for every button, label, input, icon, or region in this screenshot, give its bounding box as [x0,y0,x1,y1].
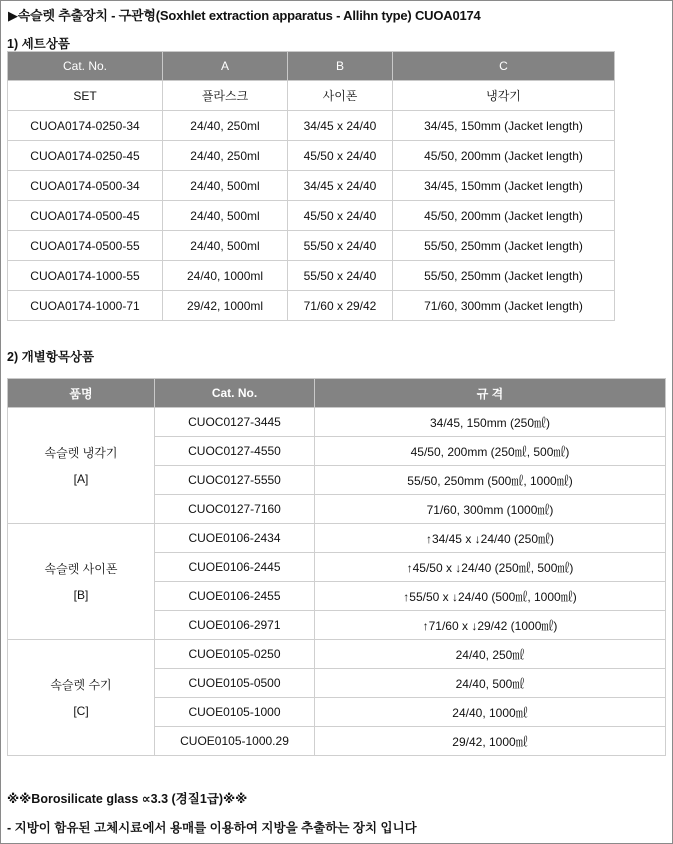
cell-condenser: 45/50, 200mm (Jacket length) [393,141,615,171]
cell-siphon: 45/50 x 24/40 [288,141,393,171]
cell-spec: ↑55/50 x ↓24/40 (500㎖, 1000㎖) [315,582,666,611]
cell-condenser: 55/50, 250mm (Jacket length) [393,261,615,291]
table-header-row [8,379,666,408]
cell-cat-no: CUOA0174-1000-71 [8,291,163,321]
cell-flask: 24/40, 500ml [163,201,288,231]
subheader-flask: 플라스크 [163,81,288,111]
cell-cat-no: CUOC0127-4550 [155,437,315,466]
cell-condenser: 45/50, 200mm (Jacket length) [393,201,615,231]
cell-cat-no: CUOE0106-2455 [155,582,315,611]
header-b: B [288,52,393,81]
cell-condenser: 34/45, 150mm (Jacket length) [393,171,615,201]
header-cat-no: Cat. No. [155,379,315,408]
cell-flask: 24/40, 500ml [163,231,288,261]
cell-spec: ↑34/45 x ↓24/40 (250㎖) [315,524,666,553]
cell-cat-no: CUOA0174-0250-45 [8,141,163,171]
cell-siphon: 71/60 x 29/42 [288,291,393,321]
header-product-name: 품명 [8,379,155,408]
cell-siphon: 34/45 x 24/40 [288,171,393,201]
description-note: - 지방이 함유된 고체시료에서 용매를 이용하여 지방을 추출하는 장치 입니다 [7,821,417,835]
header-cat-no: Cat. No. [8,52,163,81]
cell-cat-no: CUOC0127-7160 [155,495,315,524]
header-spec: 규 격 [315,379,666,408]
table-header-row [8,52,615,81]
cell-spec: 55/50, 250mm (500㎖, 1000㎖) [315,466,666,495]
product-group-tag: [B] [73,587,89,602]
cell-spec: 24/40, 500㎖ [315,669,666,698]
cell-spec: 24/40, 1000㎖ [315,698,666,727]
product-group-name: 속슬렛 수기 [50,677,112,692]
product-group-tag: [A] [73,471,89,486]
cell-cat-no: CUOA0174-1000-55 [8,261,163,291]
cell-siphon: 55/50 x 24/40 [288,231,393,261]
cell-flask: 24/40, 1000ml [163,261,288,291]
cell-cat-no: CUOA0174-0500-45 [8,201,163,231]
cell-flask: 24/40, 250ml [163,141,288,171]
cell-siphon: 45/50 x 24/40 [288,201,393,231]
cell-spec: 45/50, 200mm (250㎖, 500㎖) [315,437,666,466]
product-group-name: 속슬렛 냉각기 [44,445,118,460]
cell-siphon: 55/50 x 24/40 [288,261,393,291]
cell-condenser: 71/60, 300mm (Jacket length) [393,291,615,321]
header-a: A [163,52,288,81]
table-subheader-row [8,81,615,111]
cell-cat-no: CUOE0105-0250 [155,640,315,669]
cell-cat-no: CUOE0106-2434 [155,524,315,553]
cell-spec: 29/42, 1000㎖ [315,727,666,756]
cell-spec: 34/45, 150mm (250㎖) [315,408,666,437]
cell-cat-no: CUOC0127-3445 [155,408,315,437]
cell-cat-no: CUOA0174-0250-34 [8,111,163,141]
table-row [8,231,615,261]
cell-condenser: 55/50, 250mm (Jacket length) [393,231,615,261]
table-row [8,261,615,291]
cell-cat-no: CUOA0174-0500-34 [8,171,163,201]
set-products-table [7,51,615,321]
product-group-tag: [C] [73,703,89,718]
product-group-name: 속슬렛 사이폰 [44,561,118,576]
cell-condenser: 34/45, 150mm (Jacket length) [393,111,615,141]
product-group-cell [8,408,155,524]
section-heading-set: 1) 세트상품 [7,37,70,51]
cell-spec: 71/60, 300mm (1000㎖) [315,495,666,524]
table-row [8,408,666,437]
subheader-condenser: 냉각기 [393,81,615,111]
header-c: C [393,52,615,81]
table-row [8,111,615,141]
cell-cat-no: CUOE0105-1000 [155,698,315,727]
section-heading-individual: 2) 개별항목상품 [7,350,95,364]
cell-siphon: 34/45 x 24/40 [288,111,393,141]
cell-flask: 24/40, 250ml [163,111,288,141]
glass-note: ※※Borosilicate glass ∝3.3 (경질1급)※※ [7,792,248,806]
table-row [8,171,615,201]
table-row [8,291,615,321]
subheader-siphon: 사이폰 [288,81,393,111]
cell-flask: 29/42, 1000ml [163,291,288,321]
subheader-set: SET [8,81,163,111]
cell-cat-no: CUOE0105-0500 [155,669,315,698]
cell-flask: 24/40, 500ml [163,171,288,201]
page-title: ▶속슬렛 추출장치 - 구관형(Soxhlet extraction apparatus - Allihn type) CUOA0174 [8,8,481,23]
cell-cat-no: CUOE0105-1000.29 [155,727,315,756]
product-group-cell [8,524,155,640]
cell-spec: ↑71/60 x ↓29/42 (1000㎖) [315,611,666,640]
cell-cat-no: CUOC0127-5550 [155,466,315,495]
cell-spec: ↑45/50 x ↓24/40 (250㎖, 500㎖) [315,553,666,582]
cell-cat-no: CUOE0106-2971 [155,611,315,640]
table-row [8,201,615,231]
cell-cat-no: CUOE0106-2445 [155,553,315,582]
individual-products-table [7,378,666,756]
cell-cat-no: CUOA0174-0500-55 [8,231,163,261]
table-row [8,640,666,669]
cell-spec: 24/40, 250㎖ [315,640,666,669]
table-row [8,524,666,553]
product-group-cell [8,640,155,756]
table-row [8,141,615,171]
